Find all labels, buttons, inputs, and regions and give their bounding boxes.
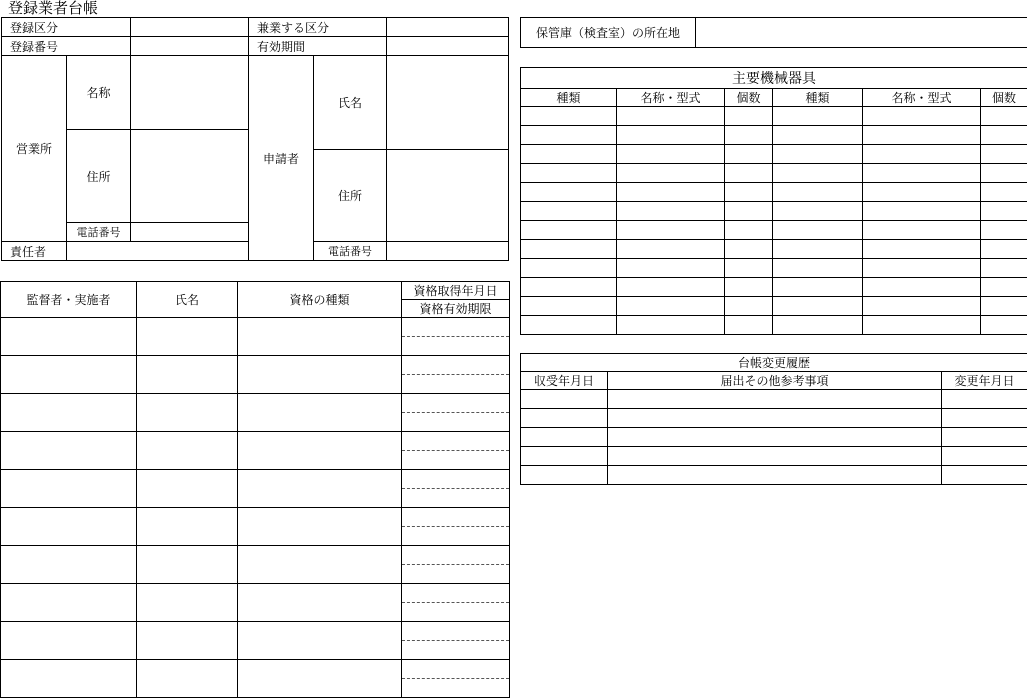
equipment-row <box>521 164 1027 183</box>
equipment-cell-model[interactable] <box>863 240 981 259</box>
supervisor-validity-cell[interactable] <box>402 413 510 432</box>
equipment-cell-count[interactable] <box>725 164 773 183</box>
office-address-value[interactable] <box>131 130 249 223</box>
equipment-cell-count[interactable] <box>981 107 1027 126</box>
equipment-cell-type[interactable] <box>521 240 617 259</box>
supervisor-row <box>1 660 510 679</box>
equipment-row <box>521 183 1027 202</box>
supervisor-row <box>1 508 510 527</box>
equipment-row <box>521 240 1027 259</box>
supervisor-header-name: 氏名 <box>137 282 238 318</box>
equipment-cell-type[interactable] <box>773 316 863 335</box>
equipment-cell-type[interactable] <box>521 221 617 240</box>
supervisor-row <box>1 318 510 337</box>
equipment-cell-count[interactable] <box>981 164 1027 183</box>
supervisor-date-acquired-cell[interactable] <box>402 584 510 603</box>
equipment-cell-type[interactable] <box>773 259 863 278</box>
equipment-cell-type[interactable] <box>521 126 617 145</box>
equipment-cell-count[interactable] <box>725 297 773 316</box>
applicant-address-label: 住所 <box>314 150 387 242</box>
equipment-cell-count[interactable] <box>725 278 773 297</box>
supervisor-row <box>1 546 510 565</box>
history-cell-notes[interactable] <box>608 409 942 428</box>
equipment-cell-count[interactable] <box>981 202 1027 221</box>
supervisor-qualification-cell[interactable] <box>238 394 402 432</box>
supervisor-header-qualification: 資格の種類 <box>238 282 402 318</box>
equipment-cell-count[interactable] <box>725 183 773 202</box>
office-phone-label: 電話番号 <box>67 223 131 242</box>
supervisor-qualification-cell[interactable] <box>238 432 402 470</box>
equipment-header-model-1: 名称・型式 <box>617 89 725 107</box>
equipment-cell-type[interactable] <box>521 297 617 316</box>
equipment-cell-type[interactable] <box>773 221 863 240</box>
equipment-cell-count[interactable] <box>725 259 773 278</box>
supervisor-qualification-cell[interactable] <box>238 546 402 584</box>
supervisor-row <box>1 432 510 451</box>
supervisor-name-cell[interactable] <box>137 508 238 546</box>
equipment-cell-model[interactable] <box>617 164 725 183</box>
supervisor-name-cell[interactable] <box>137 394 238 432</box>
equipment-table <box>520 67 1027 335</box>
equipment-cell-count[interactable] <box>981 145 1027 164</box>
equipment-cell-type[interactable] <box>521 316 617 335</box>
supervisor-date-acquired-cell[interactable] <box>402 508 510 527</box>
history-row <box>521 466 1027 485</box>
supervisor-row <box>1 394 510 413</box>
equipment-cell-model[interactable] <box>617 126 725 145</box>
equipment-cell-count[interactable] <box>981 316 1027 335</box>
equipment-header-count-2: 個数 <box>981 89 1027 107</box>
equipment-cell-count[interactable] <box>725 126 773 145</box>
equipment-title: 主要機械器具 <box>521 68 1027 89</box>
equipment-cell-model[interactable] <box>617 221 725 240</box>
validity-label: 有効期間 <box>249 37 387 56</box>
supervisor-date-acquired-cell[interactable] <box>402 546 510 565</box>
equipment-header-count-1: 個数 <box>725 89 773 107</box>
equipment-row <box>521 107 1027 126</box>
equipment-header-model-2: 名称・型式 <box>863 89 981 107</box>
history-cell-received[interactable] <box>521 409 608 428</box>
equipment-row <box>521 316 1027 335</box>
equipment-cell-count[interactable] <box>725 145 773 164</box>
history-cell-received[interactable] <box>521 466 608 485</box>
equipment-cell-type[interactable] <box>773 297 863 316</box>
equipment-cell-type[interactable] <box>521 107 617 126</box>
supervisor-role-cell[interactable] <box>1 584 137 622</box>
office-label: 営業所 <box>2 56 67 242</box>
history-cell-changed[interactable] <box>942 390 1027 409</box>
history-cell-received[interactable] <box>521 447 608 466</box>
history-header-changed: 変更年月日 <box>942 372 1027 390</box>
supervisor-qualification-cell[interactable] <box>238 470 402 508</box>
applicant-phone-value[interactable] <box>387 242 509 261</box>
equipment-row <box>521 259 1027 278</box>
equipment-header-type-2: 種類 <box>773 89 863 107</box>
history-table <box>520 353 1027 485</box>
supervisor-table <box>0 281 510 698</box>
supervisor-validity-cell[interactable] <box>402 375 510 394</box>
equipment-cell-model[interactable] <box>617 297 725 316</box>
equipment-cell-model[interactable] <box>863 297 981 316</box>
equipment-cell-type[interactable] <box>521 164 617 183</box>
equipment-cell-count[interactable] <box>725 240 773 259</box>
equipment-cell-type[interactable] <box>773 202 863 221</box>
supervisor-qualification-cell[interactable] <box>238 622 402 660</box>
equipment-cell-count[interactable] <box>981 221 1027 240</box>
history-cell-changed[interactable] <box>942 466 1027 485</box>
storage-label: 保管庫（検査室）の所在地 <box>521 18 696 48</box>
equipment-cell-count[interactable] <box>981 183 1027 202</box>
applicant-name-label: 氏名 <box>314 56 387 150</box>
office-name-label: 名称 <box>67 56 131 130</box>
registration-table <box>1 17 509 261</box>
supervisor-role-cell[interactable] <box>1 508 137 546</box>
history-row <box>521 409 1027 428</box>
supervisor-role-cell[interactable] <box>1 432 137 470</box>
supervisor-date-acquired-cell[interactable] <box>402 394 510 413</box>
equipment-cell-type[interactable] <box>773 126 863 145</box>
division-label: 登録区分 <box>2 18 131 37</box>
supervisor-row <box>1 584 510 603</box>
supervisor-role-cell[interactable] <box>1 660 137 698</box>
history-header-received: 収受年月日 <box>521 372 608 390</box>
supervisor-name-cell[interactable] <box>137 356 238 394</box>
supervisor-name-cell[interactable] <box>137 318 238 356</box>
supervisor-validity-cell[interactable] <box>402 641 510 660</box>
supervisor-qualification-cell[interactable] <box>238 508 402 546</box>
equipment-cell-type[interactable] <box>773 183 863 202</box>
supervisor-date-acquired-cell[interactable] <box>402 470 510 489</box>
equipment-cell-type[interactable] <box>773 164 863 183</box>
history-cell-notes[interactable] <box>608 447 942 466</box>
equipment-cell-type[interactable] <box>521 183 617 202</box>
history-row <box>521 428 1027 447</box>
supervisor-header-date-acquired: 資格取得年月日 <box>402 282 510 300</box>
history-cell-received[interactable] <box>521 390 608 409</box>
equipment-cell-count[interactable] <box>725 107 773 126</box>
supervisor-validity-cell[interactable] <box>402 679 510 698</box>
number-value[interactable] <box>131 37 249 56</box>
equipment-cell-count[interactable] <box>981 259 1027 278</box>
storage-table <box>520 17 1027 48</box>
equipment-cell-count[interactable] <box>981 297 1027 316</box>
equipment-cell-model[interactable] <box>863 145 981 164</box>
equipment-cell-model[interactable] <box>863 202 981 221</box>
concurrent-division-value[interactable] <box>387 18 509 37</box>
applicant-name-value[interactable] <box>387 56 509 150</box>
validity-value[interactable] <box>387 37 509 56</box>
supervisor-role-cell[interactable] <box>1 622 137 660</box>
page-title: 登録業者台帳 <box>8 0 98 17</box>
equipment-cell-model[interactable] <box>617 107 725 126</box>
equipment-row <box>521 278 1027 297</box>
history-cell-notes[interactable] <box>608 390 942 409</box>
equipment-cell-type[interactable] <box>773 278 863 297</box>
equipment-cell-count[interactable] <box>981 126 1027 145</box>
supervisor-row <box>1 622 510 641</box>
concurrent-division-label: 兼業する区分 <box>249 18 387 37</box>
history-cell-changed[interactable] <box>942 409 1027 428</box>
supervisor-role-cell[interactable] <box>1 470 137 508</box>
equipment-row <box>521 297 1027 316</box>
equipment-row <box>521 202 1027 221</box>
equipment-cell-model[interactable] <box>863 259 981 278</box>
equipment-cell-count[interactable] <box>725 316 773 335</box>
supervisor-validity-cell[interactable] <box>402 337 510 356</box>
number-label: 登録番号 <box>2 37 131 56</box>
supervisor-role-cell[interactable] <box>1 356 137 394</box>
equipment-cell-model[interactable] <box>617 183 725 202</box>
history-row <box>521 447 1027 466</box>
supervisor-qualification-cell[interactable] <box>238 318 402 356</box>
division-value[interactable] <box>131 18 249 37</box>
responsible-value[interactable] <box>67 242 249 261</box>
equipment-cell-model[interactable] <box>617 316 725 335</box>
supervisor-date-acquired-cell[interactable] <box>402 432 510 451</box>
supervisor-validity-cell[interactable] <box>402 489 510 508</box>
equipment-cell-type[interactable] <box>773 107 863 126</box>
applicant-address-value[interactable] <box>387 150 509 242</box>
supervisor-name-cell[interactable] <box>137 432 238 470</box>
supervisor-row <box>1 470 510 489</box>
equipment-cell-type[interactable] <box>773 240 863 259</box>
equipment-cell-type[interactable] <box>521 278 617 297</box>
supervisor-date-acquired-cell[interactable] <box>402 622 510 641</box>
supervisor-validity-cell[interactable] <box>402 603 510 622</box>
history-cell-notes[interactable] <box>608 466 942 485</box>
supervisor-date-acquired-cell[interactable] <box>402 318 510 337</box>
equipment-row <box>521 221 1027 240</box>
equipment-row <box>521 145 1027 164</box>
storage-value[interactable] <box>696 18 1027 48</box>
equipment-cell-count[interactable] <box>981 240 1027 259</box>
applicant-label: 申請者 <box>249 56 314 261</box>
equipment-cell-model[interactable] <box>617 259 725 278</box>
equipment-cell-model[interactable] <box>863 278 981 297</box>
equipment-cell-model[interactable] <box>617 278 725 297</box>
supervisor-qualification-cell[interactable] <box>238 584 402 622</box>
equipment-cell-count[interactable] <box>725 202 773 221</box>
equipment-cell-model[interactable] <box>617 240 725 259</box>
history-cell-changed[interactable] <box>942 447 1027 466</box>
history-title: 台帳変更履歴 <box>521 354 1027 372</box>
supervisor-name-cell[interactable] <box>137 546 238 584</box>
supervisor-qualification-cell[interactable] <box>238 660 402 698</box>
supervisor-date-acquired-cell[interactable] <box>402 356 510 375</box>
supervisor-validity-cell[interactable] <box>402 527 510 546</box>
supervisor-name-cell[interactable] <box>137 660 238 698</box>
responsible-label: 責任者 <box>2 242 67 261</box>
supervisor-name-cell[interactable] <box>137 622 238 660</box>
supervisor-role-cell[interactable] <box>1 546 137 584</box>
history-row <box>521 390 1027 409</box>
equipment-cell-count[interactable] <box>725 221 773 240</box>
supervisor-date-acquired-cell[interactable] <box>402 660 510 679</box>
supervisor-validity-cell[interactable] <box>402 565 510 584</box>
equipment-cell-type[interactable] <box>773 145 863 164</box>
supervisor-header-role: 監督者・実施者 <box>1 282 137 318</box>
applicant-phone-label: 電話番号 <box>314 242 387 261</box>
history-header-notes: 届出その他参考事項 <box>608 372 942 390</box>
supervisor-name-cell[interactable] <box>137 584 238 622</box>
equipment-cell-model[interactable] <box>617 145 725 164</box>
history-cell-notes[interactable] <box>608 428 942 447</box>
equipment-cell-type[interactable] <box>521 145 617 164</box>
equipment-row <box>521 126 1027 145</box>
equipment-cell-type[interactable] <box>521 259 617 278</box>
supervisor-row <box>1 356 510 375</box>
equipment-cell-model[interactable] <box>863 183 981 202</box>
history-cell-received[interactable] <box>521 428 608 447</box>
supervisor-role-cell[interactable] <box>1 318 137 356</box>
equipment-cell-model[interactable] <box>863 221 981 240</box>
equipment-cell-model[interactable] <box>863 164 981 183</box>
equipment-cell-model[interactable] <box>863 107 981 126</box>
supervisor-validity-cell[interactable] <box>402 451 510 470</box>
office-address-label: 住所 <box>67 130 131 223</box>
supervisor-role-cell[interactable] <box>1 394 137 432</box>
equipment-cell-model[interactable] <box>863 126 981 145</box>
equipment-header-type-1: 種類 <box>521 89 617 107</box>
equipment-cell-count[interactable] <box>981 278 1027 297</box>
supervisor-header-validity: 資格有効期限 <box>402 300 510 318</box>
equipment-cell-type[interactable] <box>521 202 617 221</box>
office-phone-value[interactable] <box>131 223 249 242</box>
equipment-cell-model[interactable] <box>617 202 725 221</box>
history-cell-changed[interactable] <box>942 428 1027 447</box>
office-name-value[interactable] <box>131 56 249 130</box>
equipment-cell-model[interactable] <box>863 316 981 335</box>
supervisor-qualification-cell[interactable] <box>238 356 402 394</box>
supervisor-name-cell[interactable] <box>137 470 238 508</box>
